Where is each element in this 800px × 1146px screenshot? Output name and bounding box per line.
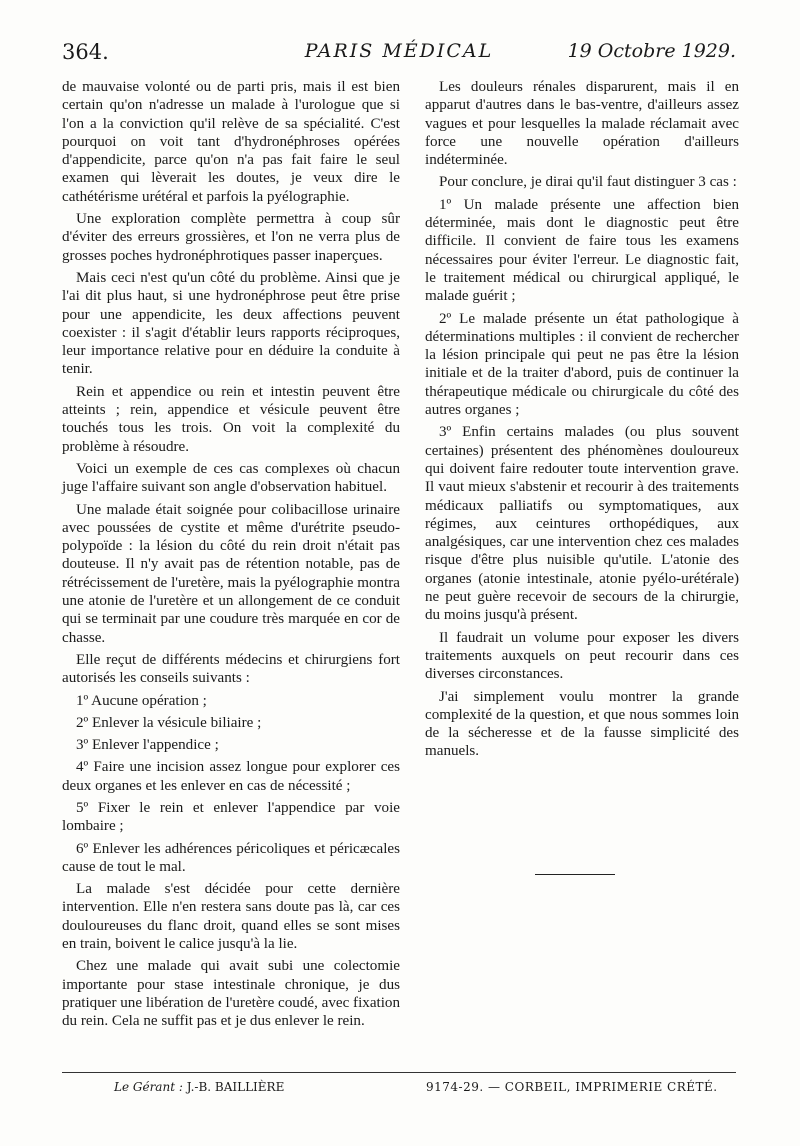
list-item: 4º Faire une incision assez longue pour explorer ces deux organes et les enlever en cas de nécessité ; (62, 759, 400, 794)
page-header (62, 40, 736, 70)
list-item: 3º Enfin certains malades (ou plus souvent certaines) présentent des phénomènes douloureux qui doivent faire redouter toute intervention grave. Il vaut mieux s'abstenir et recourir à des traitements médicaux palliatifs ou symptomatiques, aux régimes, aux ceintures orthopédiques, aux analgésiques, car une intervention chez ces malades risque d'être plus nuisible qu'utile. L'atonie des organes (atonie intestinale, atonie pyélo-urétérale) ne peut guère recevoir de secours de la chirurgie, du moins jusqu'à présent. (425, 424, 739, 624)
paragraph: Elle reçut de différents médecins et chirurgiens fort autorisés les conseils suivants : (62, 651, 400, 687)
footer-rule (62, 1072, 736, 1073)
section-divider (535, 874, 615, 875)
paragraph: Une malade était soignée pour colibacillose urinaire avec poussées de cystite et même d'urétrite pseudo-polypoïde : la lésion du côté du rein droit n'était pas douteuse. Il n'y avait pas de rétention notable, pas de rétrécissement de l'uretère, mais la pyélographie montra une atonie de l'uretère et un allongement de ce conduit qui se terminait par une coudure très marquée en cor de chasse. (62, 501, 400, 646)
gerant-label: Le Gérant : (114, 1080, 183, 1094)
left-column (62, 78, 400, 1035)
paragraph: de mauvaise volonté ou de parti pris, mais il est bien certain qu'on n'adresse un malade à l'urologue que si l'on a la conviction qu'il relève de sa spécialité. C'est pourquoi on voit tant d'hydronéphroses opérées d'appendicite, parce qu'on n'a pas fait faire le seul examen qui lèverait les doutes, je veux dire le cathétérisme urétéral et parfois la pyélographie. (62, 79, 400, 205)
list-item: 6º Enlever les adhérences péricoliques et péricæcales cause de tout le mal. (62, 840, 400, 875)
journal-title: PARIS MÉDICAL (304, 40, 494, 62)
gerant-name: J.-B. BAILLIÈRE (186, 1080, 285, 1094)
list-item: 5º Fixer le rein et enlever l'appendice par voie lombaire ; (62, 799, 400, 835)
paragraph: Mais ceci n'est qu'un côté du problème. Ainsi que je l'ai dit plus haut, si une hydronéphrose peut être prise pour une appendicite, les deux affections peuvent coexister : il s'agit d'établir leurs rapports réciproques, leur importance relative pour en déduire la conduite à tenir. (62, 269, 400, 378)
gerant-credit (114, 1080, 284, 1094)
paragraph: Pour conclure, je dirai qu'il faut distinguer 3 cas : (439, 174, 737, 191)
paragraph: Une exploration complète permettra à coup sûr d'éviter des erreurs grossières, et l'on ne verra plus de grosses poches hydronéphrotiques passer inaperçues. (62, 211, 400, 264)
issue-date: 19 Octobre 1929. (567, 40, 736, 62)
list-item: 1º Aucune opération ; (76, 692, 207, 709)
paragraph: Il faudrait un volume pour exposer les divers traitements auxquels on peut recourir dans ces diverses circonstances. (425, 629, 739, 683)
page-number: 364. (62, 40, 109, 64)
list-item: 2º Enlever la vésicule biliaire ; (76, 714, 262, 731)
paragraph: J'ai simplement voulu montrer la grande complexité de la question, et que nous sommes loin de la sécheresse et de la fausse simplicité des manuels. (425, 688, 739, 760)
list-item: 1º Un malade présente une affection bien déterminée, mais dont le diagnostic peut être difficile. Il convient de faire tous les examens nécessaires pour éviter l'erreur. Le diagnostic fait, le traitement médical ou chirurgical appliqué, le malade guérit ; (425, 196, 739, 305)
right-column (425, 78, 739, 765)
list-item: 3º Enlever l'appendice ; (76, 737, 219, 754)
paragraph: La malade s'est décidée pour cette dernière intervention. Elle n'en restera sans doute pas là, car ces douloureuses du flanc droit, quand elles se sont mises en train, boivent le calice jusqu'à la lie. (62, 881, 400, 953)
paragraph: Les douleurs rénales disparurent, mais il en apparut d'autres dans le bas-ventre, d'ailleurs assez vagues et pour lesquelles la malade réclamait avec force une nouvelle opération d'ailleurs indéterminée. (425, 79, 739, 169)
list-item: 2º Le malade présente un état pathologique à déterminations multiples : il convient de rechercher la lésion principale qui peut ne pas être la lésion initiale et de la traiter d'abord, puis de continuer la thérapeutique médicale ou chirurgicale du côté des autres organes ; (425, 310, 739, 419)
printer-credit: 9174-29. — CORBEIL, IMPRIMERIE CRÉTÉ. (426, 1080, 718, 1094)
paragraph: Voici un exemple de ces cas complexes où chacun juge l'affaire suivant son angle d'observation habituel. (62, 460, 400, 496)
paragraph: Chez une malade qui avait subi une colectomie importante pour stase intestinale chronique, je dus pratiquer une libération de l'uretère coudé, avec fixation du rein. Cela ne suffit pas et je dus enlever le rein. (62, 958, 400, 1030)
paragraph: Rein et appendice ou rein et intestin peuvent être atteints ; rein, appendice et vésicule peuvent être touchés tous les trois. On voit la complexité du problème à résoudre. (62, 383, 400, 455)
